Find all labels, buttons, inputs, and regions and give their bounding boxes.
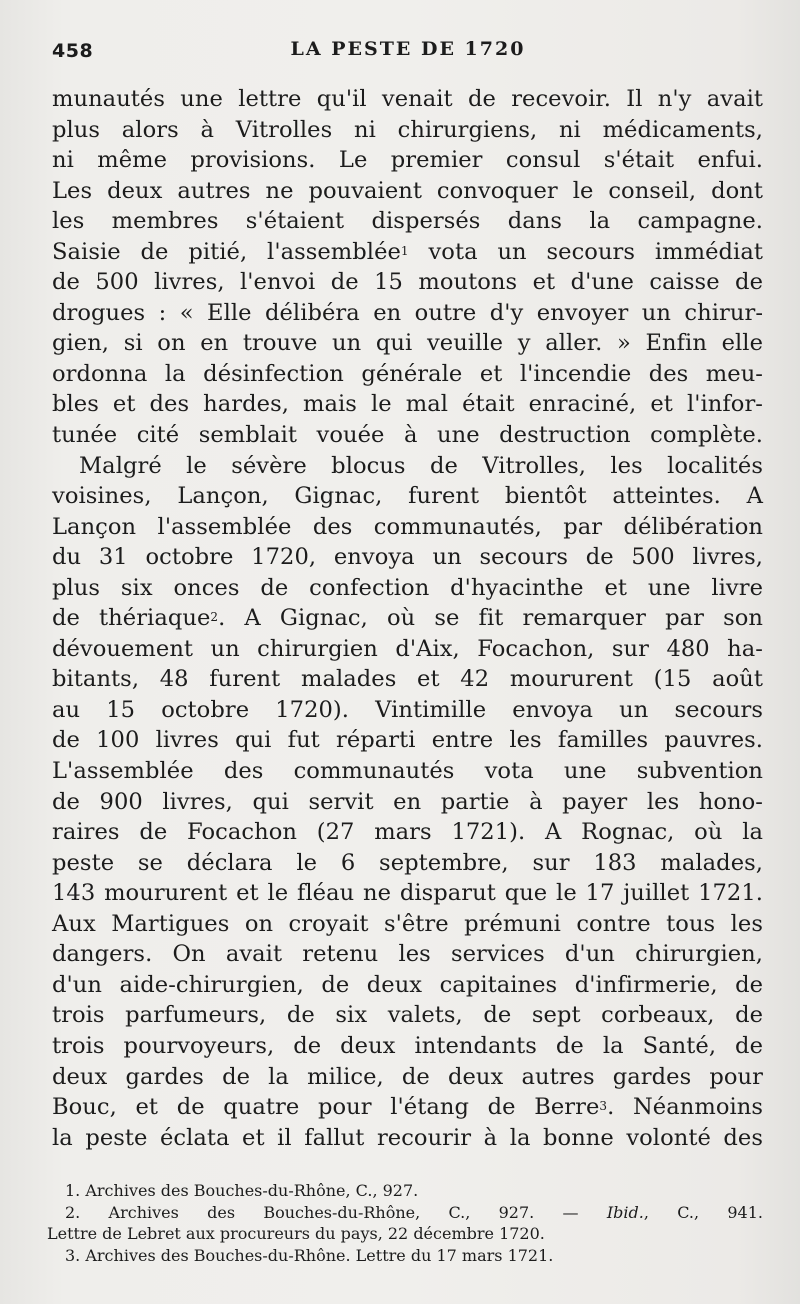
text-line: Les deux autres ne pouvaient convoquer le conseil, dont xyxy=(52,177,763,204)
text-line: Malgré le sévère blocus de Vitrolles, les localités xyxy=(79,452,763,479)
text-fragment: Saisie de pitié, l'assemblée xyxy=(52,238,401,265)
text-line: Lançon l'assemblée des communautés, par délibération xyxy=(52,513,763,540)
footnote-ref-1: 1 xyxy=(400,243,409,258)
text-line: d'un aide-chirurgien, de deux capitaines d'infirmerie, de xyxy=(52,971,763,998)
text-line: les membres s'étaient dispersés dans la campagne. xyxy=(52,208,763,235)
body-text xyxy=(52,84,763,1153)
paragraph-1 xyxy=(52,84,763,451)
text-line: plus six onces de confection d'hyacinthe et une livre xyxy=(52,574,763,601)
text-fragment: . Néanmoins xyxy=(607,1094,763,1121)
footnote-ibid: Ibid. xyxy=(606,1202,644,1222)
text-line: drogues : « Elle délibéra en outre d'y envoyer un chirur- xyxy=(52,299,763,326)
running-header xyxy=(52,38,764,66)
text-line: ni même provisions. Le premier consul s'était enfui. xyxy=(52,147,763,174)
text-line: peste se déclara le 6 septembre, sur 183 malades, xyxy=(52,849,763,876)
text-line: la peste éclata et il fallut recourir à la bonne volonté des xyxy=(52,1124,763,1151)
text-fragment: de thériaque xyxy=(52,605,211,632)
text-fragment: Bouc, et de quatre pour l'étang de Berre xyxy=(52,1094,600,1121)
text-line: du 31 octobre 1720, envoya un secours de 500 livres, xyxy=(52,544,763,571)
text-line: ordonna la désinfection générale et l'incendie des meu- xyxy=(52,360,763,387)
text-line: plus alors à Vitrolles ni chirurgiens, ni médicaments, xyxy=(52,116,763,143)
footnote-text: , C., 941. xyxy=(643,1202,763,1222)
text-line: Aux Martigues on croyait s'être prémuni contre tous les xyxy=(52,910,763,937)
text-line: tunée cité semblait vouée à une destruction complète. xyxy=(52,422,763,449)
text-line: bitants, 48 furent malades et 42 moururent (15 août xyxy=(52,666,763,693)
text-line: de 500 livres, l'envoi de 15 moutons et d'une caisse de xyxy=(52,269,763,296)
footnote-ref-2: 2 xyxy=(210,610,219,625)
text-line: voisines, Lançon, Gignac, furent bientôt atteintes. A xyxy=(52,483,763,510)
text-line-with-note xyxy=(52,237,763,268)
text-line: raires de Focachon (27 mars 1721). A Rognac, où la xyxy=(52,819,763,846)
footnotes xyxy=(47,1180,763,1267)
text-line: deux gardes de la milice, de deux autres gardes pour xyxy=(52,1063,763,1090)
footnote-2-continued: Lettre de Lebret aux procureurs du pays, 22 décembre 1720. xyxy=(47,1224,545,1244)
text-line: 143 moururent et le fléau ne disparut que le 17 juillet 1721. xyxy=(52,880,763,907)
footnote-ref-3: 3 xyxy=(599,1099,608,1114)
text-line: L'assemblée des communautés vota une subvention xyxy=(52,758,763,785)
text-line: dévouement un chirurgien d'Aix, Focachon, sur 480 ha- xyxy=(52,635,763,662)
text-line-with-note xyxy=(52,603,763,634)
paragraph-2 xyxy=(52,451,763,1154)
text-fragment: . A Gignac, où se fit remarquer par son xyxy=(218,605,763,632)
text-line: gien, si on en trouve un qui veuille y aller. » Enfin elle xyxy=(52,330,763,357)
text-line: de 100 livres qui fut réparti entre les familles pauvres. xyxy=(52,727,763,754)
text-line: dangers. On avait retenu les services d'un chirurgien, xyxy=(52,941,763,968)
text-line: bles et des hardes, mais le mal était enraciné, et l'infor- xyxy=(52,391,763,418)
text-line: de 900 livres, qui servit en partie à payer les hono- xyxy=(52,788,763,815)
text-line: au 15 octobre 1720). Vintimille envoya un secours xyxy=(52,696,763,723)
text-line-with-note xyxy=(52,1092,763,1123)
footnote-1: 1. Archives des Bouches-du-Rhône, C., 927. xyxy=(65,1181,419,1200)
text-line: trois pourvoyeurs, de deux intendants de la Santé, de xyxy=(52,1032,763,1059)
footnote-3: 3. Archives des Bouches-du-Rhône. Lettre du 17 mars 1721. xyxy=(65,1246,554,1266)
text-line: trois parfumeurs, de six valets, de sept corbeaux, de xyxy=(52,1002,763,1029)
running-title: LA PESTE DE 1720 xyxy=(290,38,526,60)
text-fragment: vota un secours immédiat xyxy=(408,238,763,265)
page-number: 458 xyxy=(52,40,94,62)
footnote-2 xyxy=(47,1202,763,1224)
footnote-text: 2. Archives des Bouches-du-Rhône, C., 927. — xyxy=(65,1202,579,1222)
text-line: munautés une lettre qu'il venait de recevoir. Il n'y avait xyxy=(52,86,763,112)
